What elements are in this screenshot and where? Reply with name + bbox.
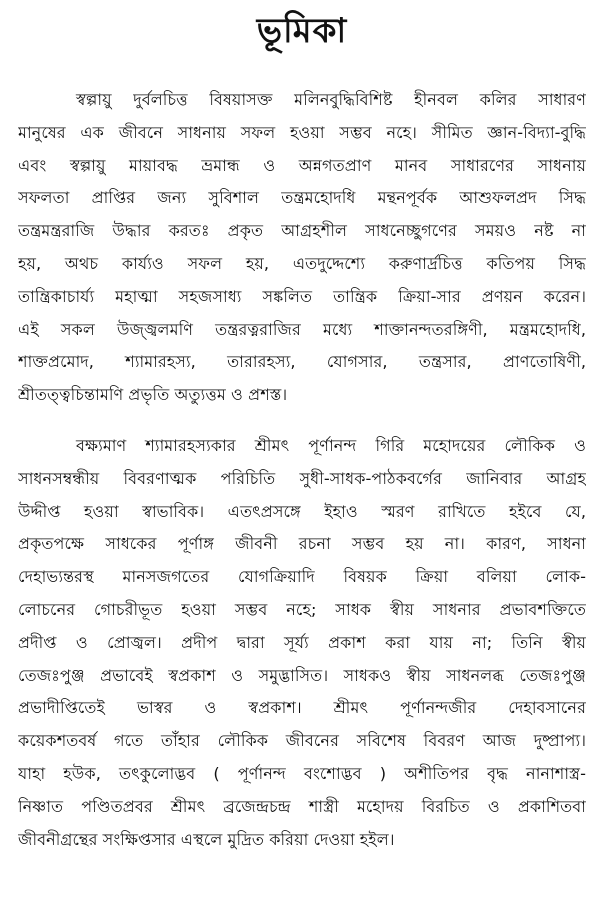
- text-line: উদ্দীপ্ত হওয়া স্বাভাবিক। এতৎপ্রসঙ্গে ইহাও স্মরণ রাখিতে হইবে যে,: [18, 501, 586, 521]
- text-line: এই সকল উজ্জ্বলমণি তন্ত্ররত্নরাজির মধ্যে শাক্তানন্দতরঙ্গিণী, মন্ত্রমহোদধি,: [18, 319, 586, 339]
- text-line: জীবনীগ্রন্থের সংক্ষিপ্তসার এস্থলে মুদ্রিত করিয়া দেওয়া হইল।: [18, 829, 395, 849]
- page-title: ভূমিকা: [256, 11, 348, 51]
- text-line: হয়, অথচ কার্য্যও সফল হয়, এতদুদ্দেশ্যে করুণার্দ্রচিত্ত কতিপয় সিদ্ধ: [18, 253, 586, 273]
- text-line: প্রদীপ্ত ও প্রোজ্বল। প্রদীপ দ্বারা সূর্য্য প্রকাশ করা যায় না; তিনি স্বীয়: [18, 632, 586, 652]
- paragraph-2: [18, 430, 586, 856]
- paragraph-1: [18, 84, 586, 412]
- text-line: প্রভাদীপ্তিতেই ভাস্বর ও স্বপ্রকাশ। শ্রীমৎ পূর্ণানন্দজীর দেহাবসানের: [18, 698, 586, 718]
- text-line: শ্রীতত্ত্বচিন্তামণি প্রভৃতি অত্যুত্তম ও প্রশস্ত।: [18, 385, 288, 405]
- text-line: যাহা হউক, তৎকুলোদ্ভব ( পূর্ণানন্দ বংশোদ্ভব ) অশীতিপর বৃদ্ধ নানাশাস্ত্র-: [18, 763, 586, 783]
- text-line: এবং স্বল্পায়ু মায়াবদ্ধ ভ্রমান্ধ ও অন্নগতপ্রাণ মানব সাধারণের সাধনায়: [18, 155, 586, 175]
- text-line: সাধনসম্বন্ধীয় বিবরণাত্মক পরিচিতি সুধী-সাধক-পাঠকবর্গের জানিবার আগ্রহ: [18, 468, 586, 488]
- text-line: দেহাভ্যন্তরস্থ মানসজগতের যোগক্রিয়াদি বিষয়ক ক্রিয়া বলিয়া লোক-: [18, 567, 586, 587]
- text-line: নিষ্ণাত পণ্ডিতপ্রবর শ্রীমৎ ব্রজেন্দ্রচন্দ্র শাস্ত্রী মহোদয় বিরচিত ও প্রকাশিতবা: [18, 796, 586, 816]
- text-line: বক্ষ্যমাণ শ্যামারহস্যকার শ্রীমৎ পূর্ণানন্দ গিরি মহোদয়ের লৌকিক ও: [76, 435, 586, 455]
- text-line: সফলতা প্রাপ্তির জন্য সুবিশাল তন্ত্রমহোদধি মন্থনপূর্বক আশুফলপ্রদ সিদ্ধ: [18, 188, 586, 208]
- text-line: মানুষের এক জীবনে সাধনায় সফল হওয়া সম্ভব নহে। সীমিত জ্ঞান-বিদ্যা-বুদ্ধি: [18, 122, 586, 142]
- text-line: লোচনের গোচরীভূত হওয়া সম্ভব নহে; সাধক স্বীয় সাধনার প্রভাবশক্তিতে: [18, 599, 586, 619]
- text-line: তন্ত্রমন্ত্ররাজি উদ্ধার করতঃ প্রকৃত আগ্রহশীল সাধনেচ্ছুগণের সময়ও নষ্ট না: [18, 221, 586, 241]
- text-line: তেজঃপুঞ্জ প্রভাবেই স্বপ্রকাশ ও সমুদ্ভাসিত। সাধকও স্বীয় সাধনলব্ধ তেজঃপুঞ্জ: [18, 665, 586, 685]
- text-line: প্রকৃতপক্ষে সাধকের পূর্ণাঙ্গ জীবনী রচনা সম্ভব হয় না। কারণ, সাধনা: [18, 534, 586, 554]
- text-line: স্বল্পায়ু দুর্বলচিত্ত বিষয়াসক্ত মলিনবুদ্ধিবিশিষ্ট হীনবল কলির সাধারণ: [76, 90, 586, 109]
- text-line: তান্ত্রিকাচার্য্য মহাত্মা সহজসাধ্য সঙ্কলিত তান্ত্রিক ক্রিয়া-সার প্রণয়ন করেন।: [18, 286, 586, 306]
- text-line: কয়েকশতবর্ষ গতে তাঁহার লৌকিক জীবনের সবিশেষ বিবরণ আজ দুষ্প্রাপ্য।: [18, 731, 586, 751]
- text-line: শাক্তপ্রমোদ, শ্যামারহস্য, তারারহস্য, যোগসার, তন্ত্রসার, প্রাণতোষিণী,: [18, 352, 586, 372]
